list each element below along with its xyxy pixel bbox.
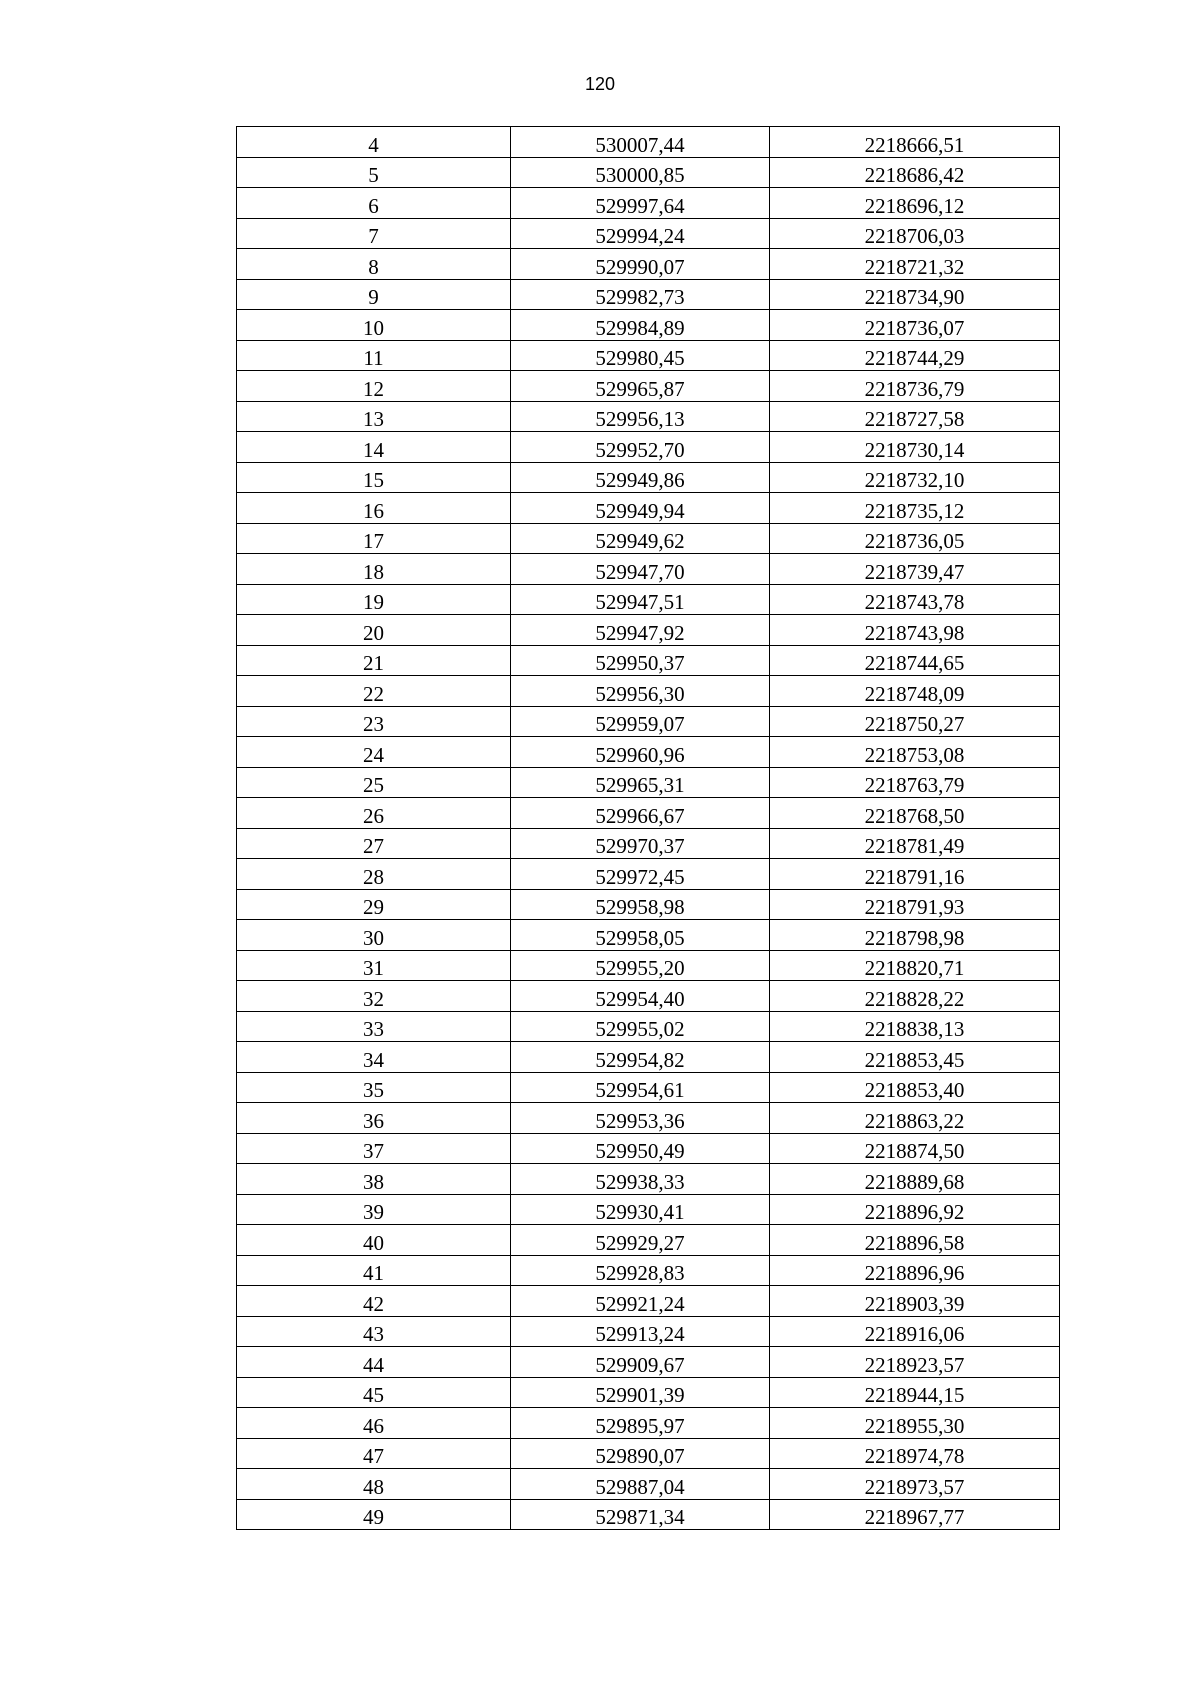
y-coordinate-cell: 2218736,05	[770, 523, 1060, 554]
y-coordinate-cell: 2218798,98	[770, 920, 1060, 951]
y-coordinate-cell: 2218828,22	[770, 981, 1060, 1012]
x-coordinate-cell: 529984,89	[511, 310, 770, 341]
point-number-cell: 27	[237, 828, 511, 859]
x-coordinate-cell: 529954,40	[511, 981, 770, 1012]
x-coordinate-cell: 529949,62	[511, 523, 770, 554]
x-coordinate-cell: 529956,30	[511, 676, 770, 707]
table-row	[237, 310, 1060, 341]
x-coordinate-cell: 529959,07	[511, 706, 770, 737]
x-coordinate-cell: 529952,70	[511, 432, 770, 463]
table-row	[237, 1316, 1060, 1347]
table-row	[237, 828, 1060, 859]
table-row	[237, 920, 1060, 951]
y-coordinate-cell: 2218732,10	[770, 462, 1060, 493]
y-coordinate-cell: 2218739,47	[770, 554, 1060, 585]
y-coordinate-cell: 2218944,15	[770, 1377, 1060, 1408]
table-row	[237, 1286, 1060, 1317]
table-row	[237, 218, 1060, 249]
point-number-cell: 19	[237, 584, 511, 615]
table-row	[237, 584, 1060, 615]
point-number-cell: 41	[237, 1255, 511, 1286]
point-number-cell: 36	[237, 1103, 511, 1134]
point-number-cell: 11	[237, 340, 511, 371]
y-coordinate-cell: 2218781,49	[770, 828, 1060, 859]
y-coordinate-cell: 2218967,77	[770, 1499, 1060, 1530]
x-coordinate-cell: 529950,37	[511, 645, 770, 676]
y-coordinate-cell: 2218734,90	[770, 279, 1060, 310]
point-number-cell: 35	[237, 1072, 511, 1103]
x-coordinate-cell: 529972,45	[511, 859, 770, 890]
x-coordinate-cell: 529949,86	[511, 462, 770, 493]
point-number-cell: 7	[237, 218, 511, 249]
point-number-cell: 26	[237, 798, 511, 829]
point-number-cell: 21	[237, 645, 511, 676]
x-coordinate-cell: 529929,27	[511, 1225, 770, 1256]
point-number-cell: 29	[237, 889, 511, 920]
x-coordinate-cell: 529965,87	[511, 371, 770, 402]
table-row	[237, 1469, 1060, 1500]
x-coordinate-cell: 529871,34	[511, 1499, 770, 1530]
y-coordinate-cell: 2218736,07	[770, 310, 1060, 341]
point-number-cell: 16	[237, 493, 511, 524]
y-coordinate-cell: 2218768,50	[770, 798, 1060, 829]
table-row	[237, 950, 1060, 981]
y-coordinate-cell: 2218750,27	[770, 706, 1060, 737]
table-row	[237, 523, 1060, 554]
x-coordinate-cell: 529887,04	[511, 1469, 770, 1500]
y-coordinate-cell: 2218903,39	[770, 1286, 1060, 1317]
coordinates-table-body	[237, 127, 1060, 1530]
table-row	[237, 1225, 1060, 1256]
table-row	[237, 737, 1060, 768]
y-coordinate-cell: 2218727,58	[770, 401, 1060, 432]
x-coordinate-cell: 529954,61	[511, 1072, 770, 1103]
point-number-cell: 34	[237, 1042, 511, 1073]
point-number-cell: 30	[237, 920, 511, 951]
x-coordinate-cell: 529990,07	[511, 249, 770, 280]
point-number-cell: 15	[237, 462, 511, 493]
table-row	[237, 767, 1060, 798]
table-row	[237, 279, 1060, 310]
y-coordinate-cell: 2218696,12	[770, 188, 1060, 219]
y-coordinate-cell: 2218735,12	[770, 493, 1060, 524]
y-coordinate-cell: 2218955,30	[770, 1408, 1060, 1439]
point-number-cell: 32	[237, 981, 511, 1012]
y-coordinate-cell: 2218748,09	[770, 676, 1060, 707]
y-coordinate-cell: 2218838,13	[770, 1011, 1060, 1042]
point-number-cell: 6	[237, 188, 511, 219]
y-coordinate-cell: 2218974,78	[770, 1438, 1060, 1469]
point-number-cell: 20	[237, 615, 511, 646]
y-coordinate-cell: 2218853,45	[770, 1042, 1060, 1073]
point-number-cell: 17	[237, 523, 511, 554]
y-coordinate-cell: 2218736,79	[770, 371, 1060, 402]
point-number-cell: 39	[237, 1194, 511, 1225]
point-number-cell: 12	[237, 371, 511, 402]
x-coordinate-cell: 529953,36	[511, 1103, 770, 1134]
x-coordinate-cell: 529950,49	[511, 1133, 770, 1164]
table-row	[237, 371, 1060, 402]
point-number-cell: 31	[237, 950, 511, 981]
table-row	[237, 1103, 1060, 1134]
y-coordinate-cell: 2218853,40	[770, 1072, 1060, 1103]
y-coordinate-cell: 2218763,79	[770, 767, 1060, 798]
y-coordinate-cell: 2218753,08	[770, 737, 1060, 768]
x-coordinate-cell: 529895,97	[511, 1408, 770, 1439]
x-coordinate-cell: 529965,31	[511, 767, 770, 798]
y-coordinate-cell: 2218743,78	[770, 584, 1060, 615]
point-number-cell: 9	[237, 279, 511, 310]
x-coordinate-cell: 529997,64	[511, 188, 770, 219]
x-coordinate-cell: 529970,37	[511, 828, 770, 859]
table-row	[237, 157, 1060, 188]
x-coordinate-cell: 529980,45	[511, 340, 770, 371]
y-coordinate-cell: 2218896,58	[770, 1225, 1060, 1256]
y-coordinate-cell: 2218743,98	[770, 615, 1060, 646]
x-coordinate-cell: 529947,92	[511, 615, 770, 646]
x-coordinate-cell: 529958,05	[511, 920, 770, 951]
x-coordinate-cell: 529909,67	[511, 1347, 770, 1378]
y-coordinate-cell: 2218721,32	[770, 249, 1060, 280]
x-coordinate-cell: 529928,83	[511, 1255, 770, 1286]
point-number-cell: 33	[237, 1011, 511, 1042]
table-row	[237, 889, 1060, 920]
point-number-cell: 5	[237, 157, 511, 188]
table-row	[237, 1072, 1060, 1103]
y-coordinate-cell: 2218863,22	[770, 1103, 1060, 1134]
point-number-cell: 46	[237, 1408, 511, 1439]
point-number-cell: 28	[237, 859, 511, 890]
point-number-cell: 45	[237, 1377, 511, 1408]
point-number-cell: 24	[237, 737, 511, 768]
point-number-cell: 10	[237, 310, 511, 341]
y-coordinate-cell: 2218973,57	[770, 1469, 1060, 1500]
point-number-cell: 37	[237, 1133, 511, 1164]
point-number-cell: 49	[237, 1499, 511, 1530]
x-coordinate-cell: 529956,13	[511, 401, 770, 432]
table-row	[237, 615, 1060, 646]
y-coordinate-cell: 2218896,92	[770, 1194, 1060, 1225]
table-row	[237, 1438, 1060, 1469]
table-row	[237, 462, 1060, 493]
x-coordinate-cell: 529901,39	[511, 1377, 770, 1408]
x-coordinate-cell: 529930,41	[511, 1194, 770, 1225]
point-number-cell: 44	[237, 1347, 511, 1378]
x-coordinate-cell: 529960,96	[511, 737, 770, 768]
table-row	[237, 798, 1060, 829]
x-coordinate-cell: 529966,67	[511, 798, 770, 829]
y-coordinate-cell: 2218744,65	[770, 645, 1060, 676]
table-row	[237, 249, 1060, 280]
point-number-cell: 22	[237, 676, 511, 707]
table-row	[237, 1347, 1060, 1378]
table-row	[237, 706, 1060, 737]
x-coordinate-cell: 529890,07	[511, 1438, 770, 1469]
table-row	[237, 981, 1060, 1012]
y-coordinate-cell: 2218686,42	[770, 157, 1060, 188]
table-row	[237, 676, 1060, 707]
y-coordinate-cell: 2218791,16	[770, 859, 1060, 890]
table-row	[237, 1408, 1060, 1439]
x-coordinate-cell: 529947,70	[511, 554, 770, 585]
y-coordinate-cell: 2218874,50	[770, 1133, 1060, 1164]
point-number-cell: 48	[237, 1469, 511, 1500]
x-coordinate-cell: 529913,24	[511, 1316, 770, 1347]
x-coordinate-cell: 529958,98	[511, 889, 770, 920]
table-row	[237, 1255, 1060, 1286]
y-coordinate-cell: 2218744,29	[770, 340, 1060, 371]
x-coordinate-cell: 529955,02	[511, 1011, 770, 1042]
coordinates-table	[236, 126, 1060, 1530]
table-row	[237, 645, 1060, 676]
table-row	[237, 340, 1060, 371]
y-coordinate-cell: 2218791,93	[770, 889, 1060, 920]
y-coordinate-cell: 2218706,03	[770, 218, 1060, 249]
y-coordinate-cell: 2218820,71	[770, 950, 1060, 981]
x-coordinate-cell: 529982,73	[511, 279, 770, 310]
table-row	[237, 432, 1060, 463]
point-number-cell: 42	[237, 1286, 511, 1317]
y-coordinate-cell: 2218666,51	[770, 127, 1060, 158]
point-number-cell: 13	[237, 401, 511, 432]
point-number-cell: 23	[237, 706, 511, 737]
table-row	[237, 1133, 1060, 1164]
y-coordinate-cell: 2218896,96	[770, 1255, 1060, 1286]
x-coordinate-cell: 529949,94	[511, 493, 770, 524]
point-number-cell: 38	[237, 1164, 511, 1195]
y-coordinate-cell: 2218916,06	[770, 1316, 1060, 1347]
point-number-cell: 40	[237, 1225, 511, 1256]
table-row	[237, 1194, 1060, 1225]
x-coordinate-cell: 529947,51	[511, 584, 770, 615]
x-coordinate-cell: 529955,20	[511, 950, 770, 981]
table-row	[237, 1042, 1060, 1073]
table-row	[237, 188, 1060, 219]
point-number-cell: 43	[237, 1316, 511, 1347]
table-row	[237, 1011, 1060, 1042]
x-coordinate-cell: 530007,44	[511, 127, 770, 158]
point-number-cell: 47	[237, 1438, 511, 1469]
table-row	[237, 127, 1060, 158]
table-row	[237, 554, 1060, 585]
point-number-cell: 8	[237, 249, 511, 280]
x-coordinate-cell: 529954,82	[511, 1042, 770, 1073]
table-row	[237, 1377, 1060, 1408]
y-coordinate-cell: 2218730,14	[770, 432, 1060, 463]
table-row	[237, 493, 1060, 524]
y-coordinate-cell: 2218923,57	[770, 1347, 1060, 1378]
y-coordinate-cell: 2218889,68	[770, 1164, 1060, 1195]
x-coordinate-cell: 529921,24	[511, 1286, 770, 1317]
x-coordinate-cell: 529994,24	[511, 218, 770, 249]
point-number-cell: 18	[237, 554, 511, 585]
point-number-cell: 14	[237, 432, 511, 463]
x-coordinate-cell: 530000,85	[511, 157, 770, 188]
x-coordinate-cell: 529938,33	[511, 1164, 770, 1195]
table-row	[237, 1164, 1060, 1195]
page-number: 120	[584, 74, 616, 94]
table-row	[237, 1499, 1060, 1530]
point-number-cell: 25	[237, 767, 511, 798]
table-row	[237, 859, 1060, 890]
table-row	[237, 401, 1060, 432]
point-number-cell: 4	[237, 127, 511, 158]
